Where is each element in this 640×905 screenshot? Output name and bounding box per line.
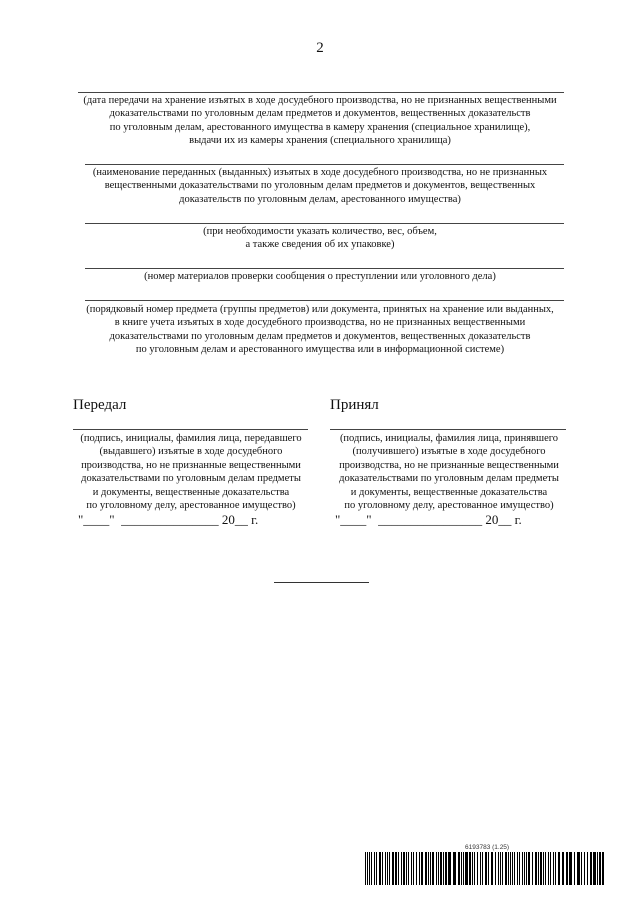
received-by-heading: Принял: [330, 397, 379, 413]
case-number-line[interactable]: [85, 268, 564, 269]
quantity-line[interactable]: [85, 223, 564, 224]
received-by-signature-line[interactable]: [330, 429, 566, 430]
page-number: 2: [316, 40, 324, 56]
date-transfer-line[interactable]: [78, 92, 564, 93]
received-by-date[interactable]: "____" ________________ 20__ г.: [335, 512, 522, 527]
transferred-by-signature-line[interactable]: [73, 429, 308, 430]
items-name-caption: (наименование переданных (выданных) изъятых в ходе досудебного производства, но не признанных вещественными доказательствами по уголовным делам предметов и документов, вещественных доказательств по уголовным делам, арестованного имущества): [92, 167, 548, 205]
registry-number-line[interactable]: [85, 300, 564, 301]
form-stamp: 6193783 (1.25): [465, 844, 510, 851]
quantity-caption: (при необходимости указать количество, вес, объем, а также сведения об их упаковке): [203, 226, 437, 251]
barcode: [365, 852, 605, 885]
registry-number-caption: (порядковый номер предмета (группы предметов) или документа, принятых на хранение или выданных, в книге учета изъятых в ходе досудебного производства, но не признанных вещественными доказательствами по уголовным делам предметов и документов, вещественных доказательств по уголовным делам и арестованного имущества или в информационной системе): [86, 304, 554, 356]
transferred-by-heading: Передал: [73, 397, 127, 413]
transferred-by-date[interactable]: "____" _______________ 20__ г.: [78, 512, 259, 527]
received-by-caption: (подпись, инициалы, фамилия лица, принявшего (получившего) изъятые в ходе досудебного производства, но не признанные вещественными доказательствами по уголовным делам предметы и документы, вещественные доказательства по уголовному делу, арестованное имущество): [339, 433, 559, 512]
end-separator: [274, 582, 369, 583]
case-number-caption: (номер материалов проверки сообщения о преступлении или уголовного дела): [144, 271, 496, 282]
items-name-line[interactable]: [85, 164, 564, 165]
transferred-by-caption: (подпись, инициалы, фамилия лица, передавшего (выдавшего) изъятые в ходе досудебного производства, но не признанные вещественными доказательствами по уголовным делам предметы и документы, вещественные доказательства по уголовному делу, арестованное имущество): [80, 433, 302, 512]
date-transfer-caption: (дата передачи на хранение изъятых в ходе досудебного производства, но не признанных вещественными доказательствами по уголовным делам предметов и документов, вещественных доказательств по уголовным делам, арестованного имущества в камеру хранения (специальное хранилище), выдачи их из камеры хранения (специального хранилища): [83, 95, 557, 147]
